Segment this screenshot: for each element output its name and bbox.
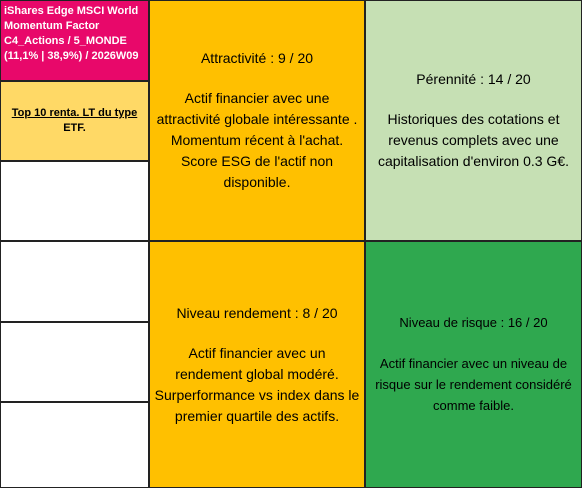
fund-stats: (11,1% | 38,9%) / 2026W09 bbox=[4, 50, 139, 62]
empty-cell bbox=[0, 402, 149, 488]
risque-title: Niveau de risque : 16 / 20 bbox=[399, 315, 548, 330]
empty-cell bbox=[0, 161, 149, 241]
perennite-title: Pérennité : 14 / 20 bbox=[416, 71, 531, 87]
rendement-description: Actif financier avec un rendement global modéré. Surperformance vs index dans le premier quartile des actifs. bbox=[154, 344, 360, 424]
fund-category: C4_Actions / 5_MONDE bbox=[4, 35, 127, 47]
risque-description: Actif financier avec un niveau de risque sur le rendement considéré comme faible. bbox=[375, 356, 572, 413]
perennite-description: Historiques des cotations et revenus complets avec une capitalisation d'environ 0.3 G€. bbox=[377, 111, 569, 169]
fund-header-cell bbox=[0, 0, 149, 81]
perennite-card bbox=[365, 0, 582, 241]
empty-cell bbox=[0, 241, 149, 322]
risque-card bbox=[365, 241, 582, 488]
fund-name-line: Momentum Factor bbox=[4, 20, 100, 32]
top10-badge-suffix: ETF. bbox=[63, 122, 86, 134]
attractivite-card bbox=[149, 0, 365, 241]
rendement-card bbox=[149, 241, 365, 488]
empty-cell bbox=[0, 322, 149, 402]
attractivite-title: Attractivité : 9 / 20 bbox=[200, 50, 314, 66]
fund-name-line: iShares Edge MSCI World bbox=[4, 5, 139, 17]
attractivite-description: Actif financier avec une attractivité globale intéressante . Momentum récent à l'achat. Score ESG de l'actif non disponible. bbox=[156, 90, 358, 190]
top10-badge-cell bbox=[0, 81, 149, 161]
top10-badge-label: Top 10 renta. LT du type bbox=[11, 107, 138, 119]
rendement-title: Niveau rendement : 8 / 20 bbox=[176, 304, 338, 321]
